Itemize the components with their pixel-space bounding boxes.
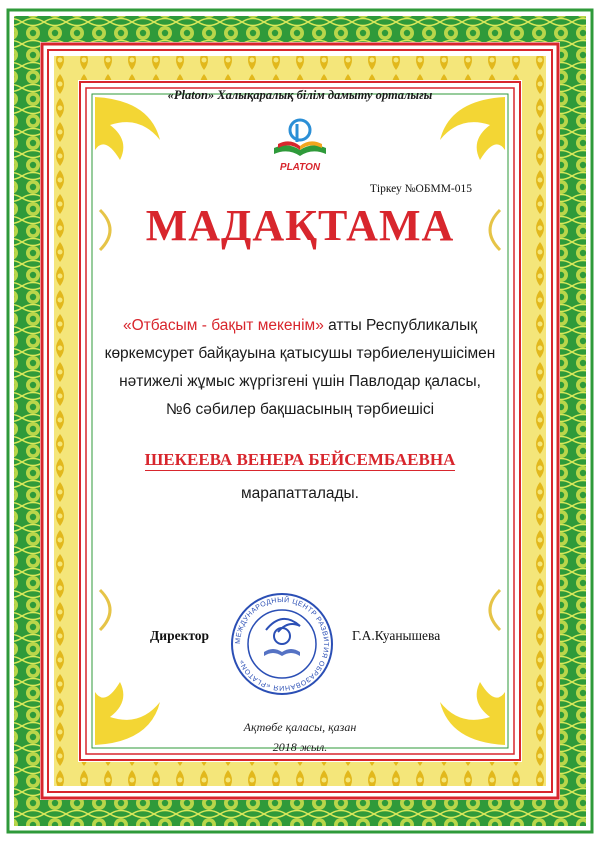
certificate-title: МАДАҚТАМА [145,201,455,250]
body-line-3: нәтижелі жұмыс жүргізгені үшін Павлодар қаласы, [119,373,481,390]
organization-name: «Platon» Халықаралық білім дамыту орталығы [167,88,433,102]
director-label: Директор [150,628,210,643]
logo-text: PLATON [279,162,321,173]
platon-logo [268,114,332,176]
contest-name: «Отбасым - бақыт мекенім» [122,317,324,334]
official-stamp [228,590,336,698]
stamp-text: МЕЖДУНАРОДНЫЙ ЦЕНТР РАЗВИТИЯ ОБРАЗОВАНИЯ «PLATON» [234,596,330,692]
footer-year: 2018 жыл. [272,740,328,754]
certificate-body [100,312,500,424]
footer-place: Ақтөбе қаласы, қазан [243,720,357,734]
awarded-text: марапатталады. [241,485,359,502]
recipient-name: ШЕКЕЕВА ВЕНЕРА БЕЙСЕМБАЕВНА [144,450,456,469]
body-line-4: №6 сәбилер бақшасының тәрбиешісі [165,401,435,418]
registration-number: Тіркеу №ОБММ-015 [369,183,472,195]
footer [0,717,600,757]
recipient-name-wrapper [0,450,600,470]
body-line-2: көркемсурет байқауына қатысушы тәрбиеленушісімен [104,345,496,362]
director-name: Г.А.Куанышева [352,628,441,643]
body-line-1: атты Республикалық [323,317,477,334]
